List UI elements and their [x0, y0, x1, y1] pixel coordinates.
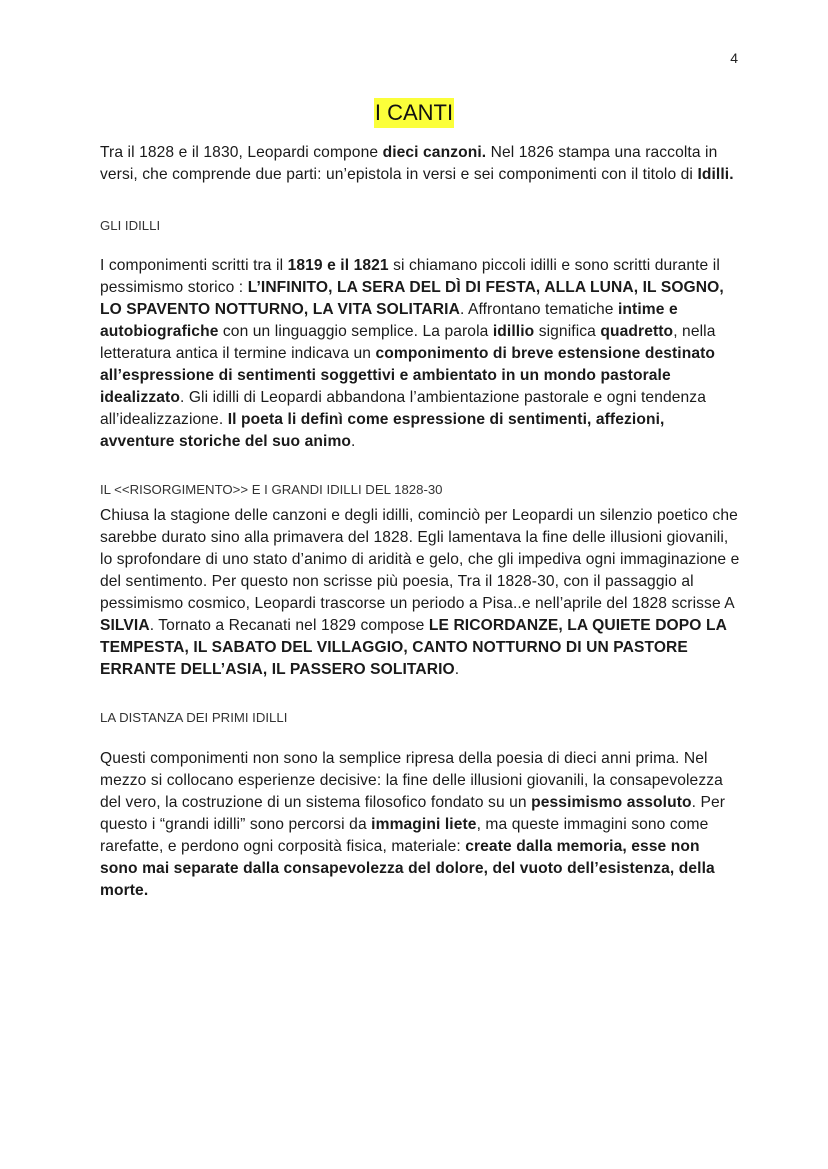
section-heading-distanza: LA DISTANZA DEI PRIMI IDILLI: [100, 710, 288, 725]
idilli-text-2: si chiamano piccoli idilli e sono scritti durante il pessimismo storico :: [100, 257, 720, 296]
risorgimento-paragraph: [100, 505, 740, 681]
section-heading-risorgimento: IL <<RISORGIMENTO>> E I GRANDI IDILLI DEL 1828-30: [100, 482, 443, 497]
idilli-bold-3: intime e autobiografiche: [100, 301, 678, 340]
idilli-text-6: , nella letteratura antica il termine indicava un: [100, 323, 716, 362]
intro-bold-1: dieci canzoni.: [382, 144, 487, 161]
idilli-paragraph: [100, 255, 740, 453]
idilli-text-4: con un linguaggio semplice. La parola: [218, 323, 493, 340]
idilli-text-7: . Gli idilli di Leopardi abbandona l’ambientazione pastorale e ogni tendenza all’idealizzazione.: [100, 389, 706, 428]
distanza-paragraph: [100, 748, 740, 902]
idilli-bold-5: quadretto: [600, 323, 674, 340]
idilli-text-1: I componimenti scritti tra il: [100, 257, 288, 274]
intro-text-1: Tra il 1828 e il 1830, Leopardi compone: [100, 144, 383, 161]
idilli-text-5: significa: [534, 323, 601, 340]
risorgimento-bold-1: SILVIA: [100, 617, 150, 634]
idilli-bold-1: 1819 e il 1821: [287, 257, 389, 274]
title-container: [0, 98, 828, 128]
distanza-bold-2: immagini liete: [371, 816, 477, 833]
idilli-text-3: . Affrontano tematiche: [459, 301, 618, 318]
intro-bold-2: Idilli.: [697, 166, 734, 183]
intro-paragraph: [100, 142, 740, 186]
distanza-bold-1: pessimismo assoluto: [531, 794, 692, 811]
page-number: 4: [730, 50, 738, 66]
distanza-bold-3: create dalla memoria, esse non sono mai separate dalla consapevolezza del dolore, del vuoto dell’esistenza, della morte.: [100, 838, 715, 899]
intro-text-2: Nel 1826 stampa una raccolta in versi, che comprende due parti: un’epistola in versi e sei componimenti con il titolo di: [100, 144, 718, 183]
idilli-bold-7: Il poeta li definì come espressione di sentimenti, affezioni, avventure storiche del suo animo: [100, 411, 665, 450]
risorgimento-text-3: .: [454, 661, 460, 678]
distanza-text-2: . Per questo i “grandi idilli” sono percorsi da: [100, 794, 726, 833]
idilli-bold-6: componimento di breve estensione destinato all’espressione di sentimenti soggettivi e ambientato in un mondo pastorale idealizzato: [100, 345, 716, 406]
distanza-text-3: , ma queste immagini sono come rarefatte, e perdono ogni corposità fisica, materiale:: [100, 816, 709, 855]
idilli-text-8: .: [351, 433, 356, 450]
page-title: I CANTI: [374, 98, 454, 128]
section-heading-idilli: GLI IDILLI: [100, 218, 161, 233]
idilli-bold-4: idillio: [492, 323, 535, 340]
risorgimento-text-2: . Tornato a Recanati nel 1829 compose: [149, 617, 429, 634]
distanza-text-1: Questi componimenti non sono la semplice ripresa della poesia di dieci anni prima. Nel mezzo si collocano esperienze decisive: la fine delle illusioni giovanili, la consapevolezza del vero, la costruzione di un sistema filosofico fondato su un: [100, 750, 723, 811]
idilli-bold-2: L’INFINITO, LA SERA DEL DÌ DI FESTA, ALLA LUNA, IL SOGNO, LO SPAVENTO NOTTURNO, LA VITA SOLITARIA: [100, 279, 724, 318]
risorgimento-text-1: Chiusa la stagione delle canzoni e degli idilli, cominciò per Leopardi un silenzio poetico che sarebbe durato sino alla primavera del 1828. Egli lamentava la fine delle illusioni giovanili, lo sprofondare di uno stato d’animo di aridità e gelo, che gli impediva ogni immaginazione e del sentimento. Per questo non scrisse più poesia, Tra il 1828-30, con il passaggio al pessimismo cosmico, Leopardi trascorse un periodo a Pisa..e nell’aprile del 1828 scrisse A: [100, 507, 740, 612]
risorgimento-bold-2: LE RICORDANZE, LA QUIETE DOPO LA TEMPESTA, IL SABATO DEL VILLAGGIO, CANTO NOTTURNO DI UN PASTORE ERRANTE DELL’ASIA, IL PASSERO SOLITARIO: [100, 617, 727, 678]
document-body: [100, 142, 740, 902]
